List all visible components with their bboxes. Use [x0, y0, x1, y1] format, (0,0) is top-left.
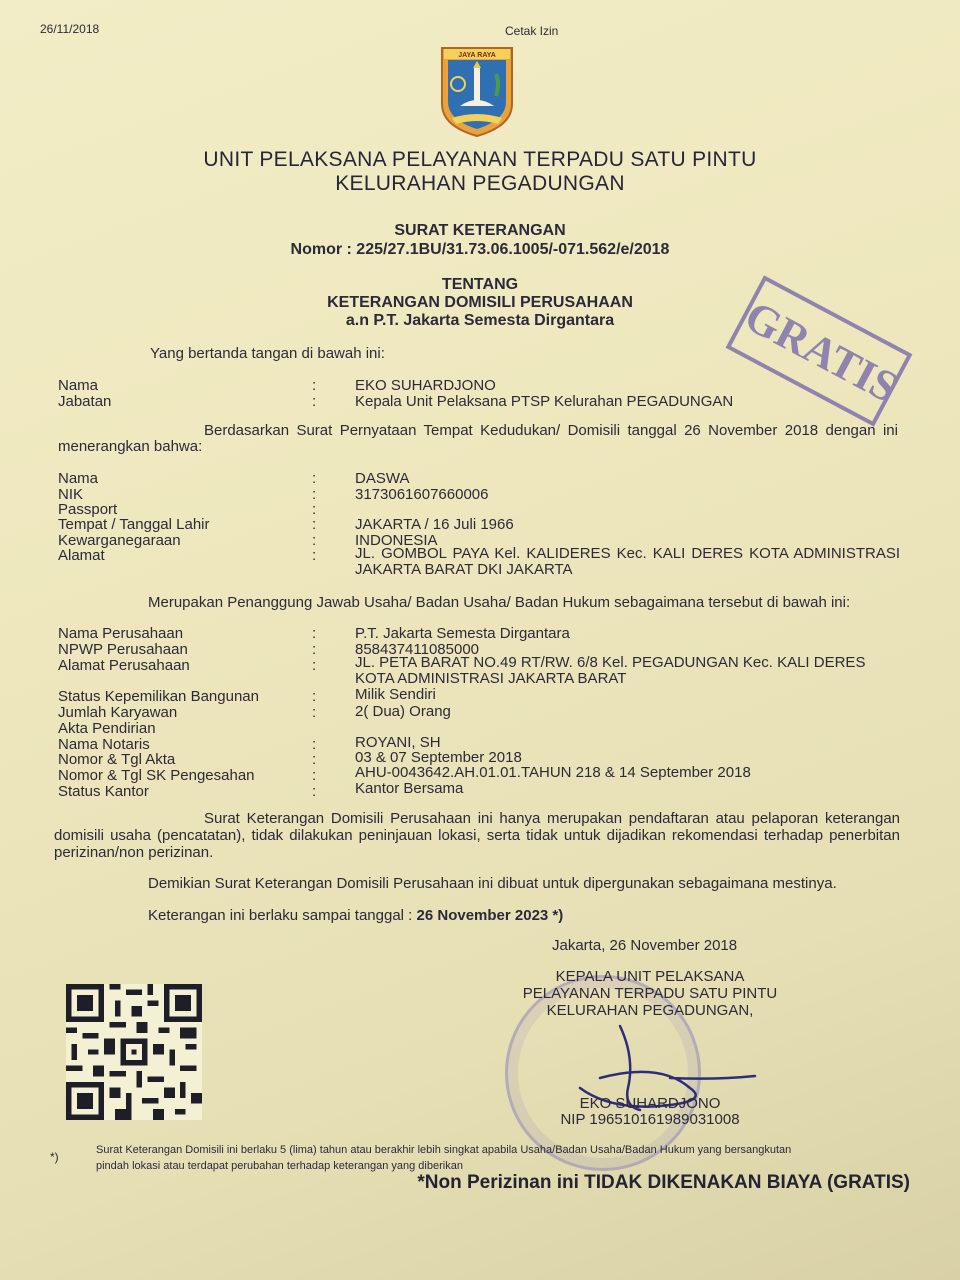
separator: : — [312, 486, 317, 503]
responsible-text: Merupakan Penanggung Jawab Usaha/ Badan Usaha/ Badan Hukum sebagaimana tersebut di bawah ini: — [148, 594, 851, 611]
company-address-label: Alamat Perusahaan — [58, 657, 190, 674]
office-name-line2: KELURAHAN PEGADUNGAN — [335, 172, 625, 195]
separator: : — [312, 767, 317, 784]
company-employees-label: Jumlah Karyawan — [58, 704, 178, 721]
signing-place-date: Jakarta, 26 November 2018 — [552, 937, 738, 954]
letter-subject: KETERANGAN DOMISILI PERUSAHAAN — [327, 294, 633, 311]
company-office-status-label: Status Kantor — [58, 783, 149, 800]
person-nationality-value: INDONESIA — [355, 532, 438, 549]
separator: : — [312, 377, 317, 394]
separator: : — [312, 547, 317, 564]
letter-title: SURAT KETERANGAN — [394, 222, 566, 239]
validity-date: 26 November 2023 *) — [416, 907, 564, 924]
separator: : — [312, 393, 317, 410]
closing-paragraph: Surat Keterangan Domisili Perusahaan ini hanya merupakan pendaftaran atau pelaporan keterangan domisili usaha (pencatatan), tidak dilakukan peninjauan lokasi, serta tidak untuk dijadikan rekomendasi terhadap penerbitan perizinan/non perizinan. — [54, 810, 900, 861]
company-office-status-value: Kantor Bersama — [355, 780, 464, 797]
office-name-line1: UNIT PELAKSANA PELAYANAN TERPADU SATU PINTU — [203, 148, 757, 171]
statement-text: Berdasarkan Surat Pernyataan Tempat Kedudukan/ Domisili tanggal 26 November 2018 dengan ini menerangkan bahwa: — [58, 422, 898, 455]
signer-title-line3: KELURAHAN PEGADUNGAN, — [546, 1002, 754, 1019]
print-date: 26/11/2018 — [40, 22, 100, 36]
company-npwp-label: NPWP Perusahaan — [58, 641, 188, 658]
person-passport-label: Passport — [58, 501, 118, 518]
separator: : — [312, 704, 317, 721]
person-birth-label: Tempat / Tanggal Lahir — [58, 516, 210, 533]
company-npwp-value: 858437411085000 — [355, 641, 480, 658]
person-address-value: JL. GOMBOL PAYA Kel. KALIDERES Kec. KALI DERES KOTA ADMINISTRASI JAKARTA BARAT DKI JAKARTA — [355, 545, 900, 578]
letter-on-behalf: a.n P.T. Jakarta Semesta Dirgantara — [345, 312, 615, 329]
letter-number: Nomor : 225/27.1BU/31.73.06.1005/-071.562/e/2018 — [290, 241, 670, 258]
company-employees-value: 2( Dua) Orang — [355, 703, 451, 720]
company-deed-number-label: Nomor & Tgl Akta — [58, 751, 176, 768]
signer-nip: NIP 196510161989031008 — [560, 1111, 740, 1128]
closing-statement: Demikian Surat Keterangan Domisili Perusahaan ini dibuat untuk dipergunakan sebagaimana mestinya. — [148, 875, 837, 892]
company-ownership-label: Status Kepemilikan Bangunan — [58, 688, 259, 705]
separator: : — [312, 688, 317, 705]
separator: : — [312, 657, 317, 674]
signer-position-label: Jabatan — [58, 393, 112, 410]
emblem-text: JAYA RAYA — [458, 52, 496, 59]
separator: : — [312, 470, 317, 487]
gratis-stamp: GRATIS — [726, 275, 913, 426]
separator: : — [312, 751, 317, 768]
fee-notice: *Non Perizinan ini TIDAK DIKENAKAN BIAYA (GRATIS) — [417, 1172, 910, 1193]
company-deed-number-value: 03 & 07 September 2018 — [355, 749, 522, 766]
signer-name: EKO SUHARDJONO — [579, 1095, 721, 1112]
company-sk-value: AHU-0043642.AH.01.01.TAHUN 218 & 14 September 2018 — [355, 764, 751, 781]
validity-line — [148, 907, 563, 924]
footnote-marker: *) — [50, 1150, 59, 1164]
footnote-line1: Surat Keterangan Domisili ini berlaku 5 (lima) tahun atau berakhir lebih singkat apabila Usaha/Badan Usaha/Badan Hukum yang bersangkutan — [96, 1144, 792, 1156]
company-notary-value: ROYANI, SH — [355, 734, 441, 751]
separator: : — [312, 501, 317, 518]
person-nik-label: NIK — [58, 486, 84, 503]
company-deed-label: Akta Pendirian — [58, 720, 156, 737]
company-ownership-value: Milik Sendiri — [355, 686, 436, 703]
about-label: TENTANG — [441, 276, 519, 293]
separator: : — [312, 625, 317, 642]
separator: : — [312, 641, 317, 658]
person-name-value: DASWA — [355, 470, 410, 487]
footnote-line2: pindah lokasi atau terdapat perubahan terhadap keterangan yang diberikan — [96, 1160, 463, 1172]
person-name-label: Nama — [58, 470, 99, 487]
company-name-label: Nama Perusahaan — [58, 625, 184, 642]
intro-text: Yang bertanda tangan di bawah ini: — [150, 345, 385, 362]
company-sk-label: Nomor & Tgl SK Pengesahan — [58, 767, 255, 784]
qr-code — [66, 984, 202, 1120]
company-notary-label: Nama Notaris — [58, 736, 150, 753]
separator: : — [312, 532, 317, 549]
person-birth-value: JAKARTA / 16 Juli 1966 — [355, 516, 514, 533]
signer-position-value: Kepala Unit Pelaksana PTSP Kelurahan PEGADUNGAN — [355, 393, 734, 410]
company-name-value: P.T. Jakarta Semesta Dirgantara — [355, 625, 570, 642]
company-address-value: JL. PETA BARAT NO.49 RT/RW. 6/8 Kel. PEGADUNGAN Kec. KALI DERES KOTA ADMINISTRASI JAKARTA BARAT — [355, 654, 866, 687]
validity-prefix: Keterangan ini berlaku sampai tanggal : — [148, 907, 417, 924]
signer-title-line2: PELAYANAN TERPADU SATU PINTU — [522, 985, 778, 1002]
signer-name-label: Nama — [58, 377, 99, 394]
signer-title-line1: KEPALA UNIT PELAKSANA — [555, 968, 745, 985]
separator: : — [312, 783, 317, 800]
separator: : — [312, 516, 317, 533]
signer-name-value: EKO SUHARDJONO — [355, 377, 496, 394]
jakarta-emblem — [438, 44, 516, 138]
print-label: Cetak Izin — [505, 24, 559, 38]
person-nationality-label: Kewarganegaraan — [58, 532, 181, 549]
person-address-label: Alamat — [58, 547, 105, 564]
person-nik-value: 3173061607660006 — [355, 486, 489, 503]
separator: : — [312, 736, 317, 753]
